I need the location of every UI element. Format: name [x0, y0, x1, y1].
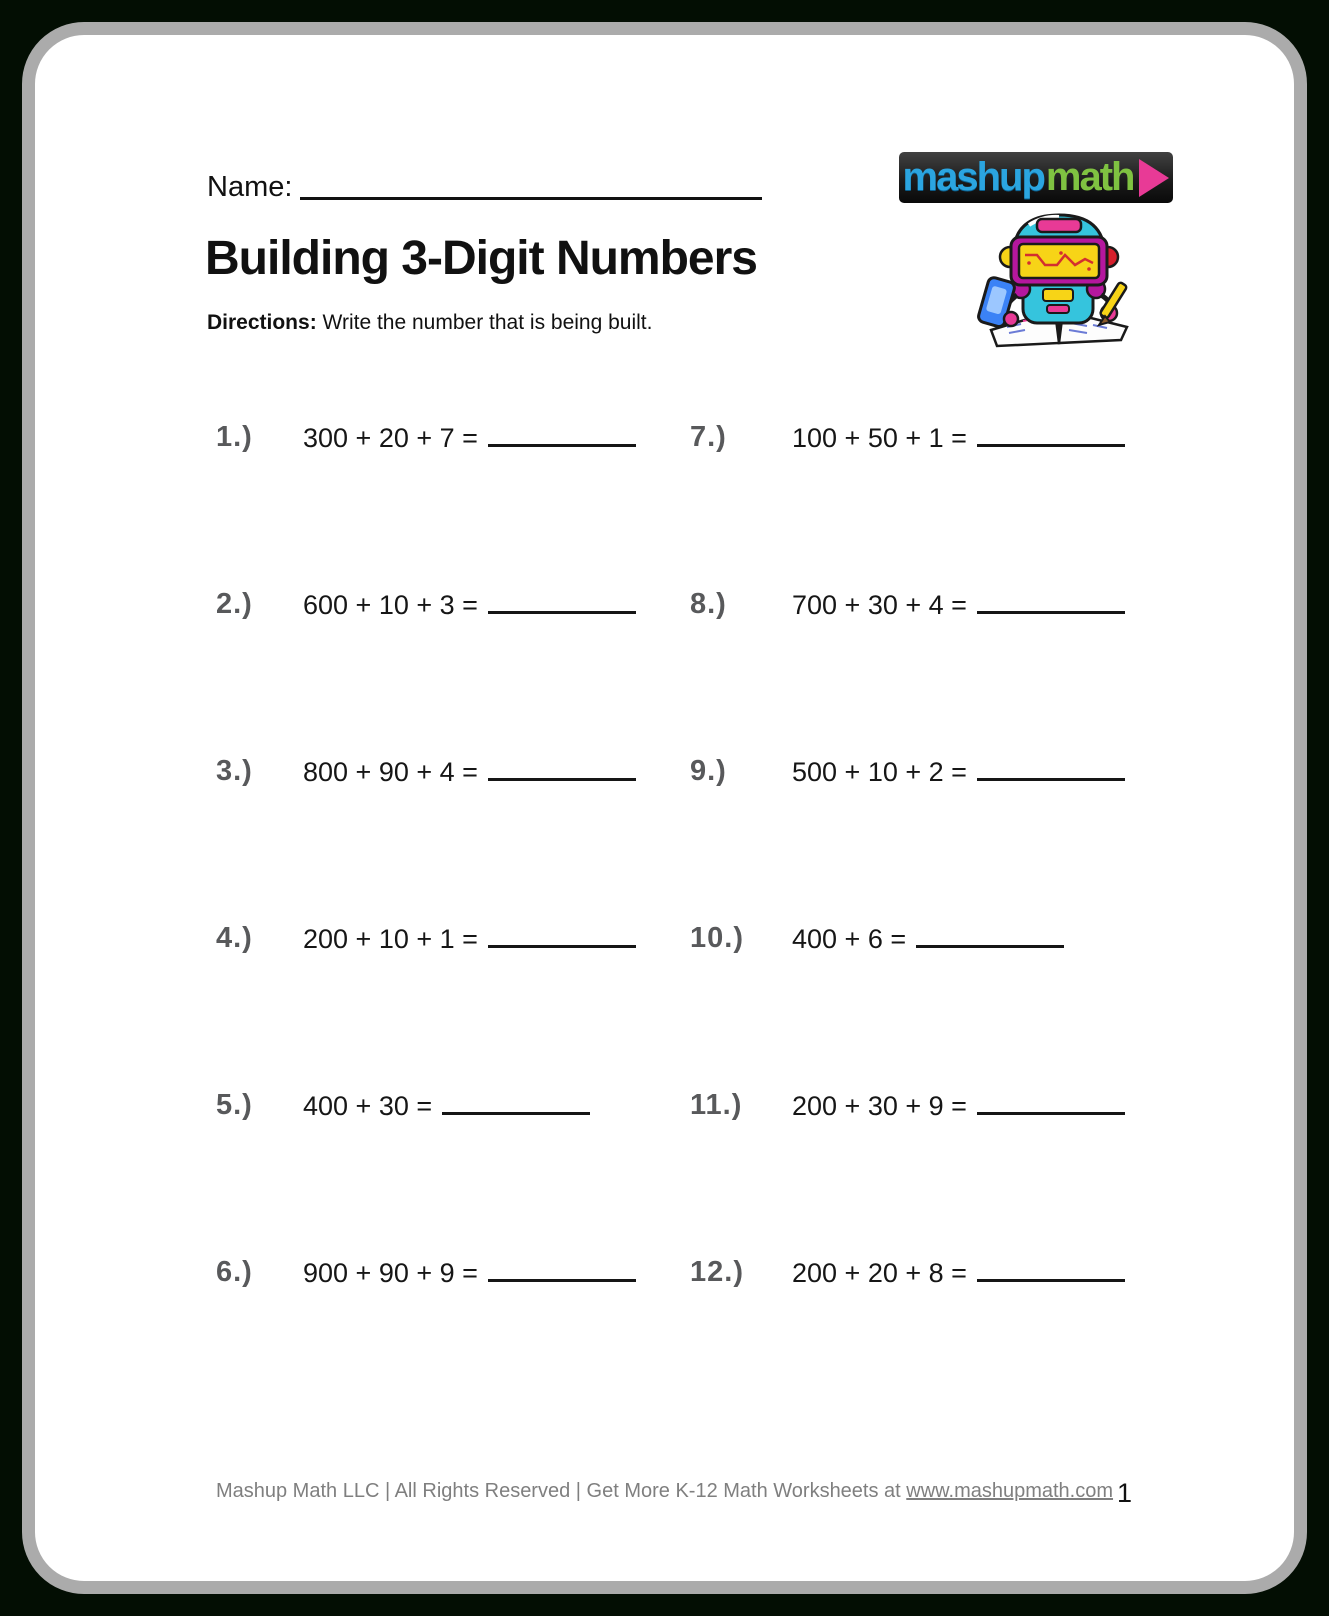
- footer-link[interactable]: www.mashupmath.com: [906, 1480, 1114, 1502]
- name-blank-line[interactable]: [300, 193, 762, 200]
- problem-expression: 100 + 50 + 1 =: [792, 423, 1125, 454]
- answer-blank[interactable]: [488, 1273, 636, 1282]
- problem-number: 10.): [690, 922, 744, 954]
- problem-expression: 800 + 90 + 4 =: [303, 757, 636, 788]
- problem-number: 4.): [216, 922, 253, 954]
- problem-number: 6.): [216, 1256, 253, 1288]
- page-number: 1: [1116, 1478, 1132, 1508]
- answer-blank[interactable]: [488, 939, 636, 948]
- problem-number: 8.): [690, 588, 727, 620]
- problem-number: 12.): [690, 1256, 744, 1288]
- problem-expression: 200 + 20 + 8 =: [792, 1258, 1125, 1289]
- problem-expression: 500 + 10 + 2 =: [792, 757, 1125, 788]
- problem-number: 1.): [216, 421, 253, 453]
- problem-row: [35, 1075, 1294, 1242]
- directions: [207, 311, 652, 335]
- problem-expression: 200 + 30 + 9 =: [792, 1091, 1125, 1122]
- problem-number: 2.): [216, 588, 253, 620]
- problem-number: 5.): [216, 1089, 253, 1121]
- answer-blank[interactable]: [488, 605, 636, 614]
- problem-expression: 400 + 30 =: [303, 1091, 590, 1122]
- problem-row: [35, 574, 1294, 741]
- answer-blank[interactable]: [916, 939, 1064, 948]
- logo-text-mashup: mashup: [902, 155, 1044, 199]
- answer-blank[interactable]: [977, 1106, 1125, 1115]
- worksheet-page: [22, 22, 1307, 1594]
- answer-blank[interactable]: [488, 772, 636, 781]
- problem-number: 9.): [690, 755, 727, 787]
- directions-text: Write the number that is being built.: [316, 311, 653, 334]
- footer: [35, 1480, 1294, 1503]
- answer-blank[interactable]: [977, 772, 1125, 781]
- robot-illustration: [963, 203, 1155, 353]
- name-row: [207, 171, 762, 204]
- directions-label: Directions:: [207, 311, 317, 334]
- answer-blank[interactable]: [442, 1106, 590, 1115]
- answer-blank[interactable]: [488, 438, 636, 447]
- play-triangle-icon: [1139, 159, 1169, 197]
- problem-number: 3.): [216, 755, 253, 787]
- problem-expression: 300 + 20 + 7 =: [303, 423, 636, 454]
- problem-row: [35, 1242, 1294, 1409]
- problem-row: [35, 741, 1294, 908]
- problem-expression: 600 + 10 + 3 =: [303, 590, 636, 621]
- problem-row: [35, 908, 1294, 1075]
- footer-text: Mashup Math LLC | All Rights Reserved | Get More K-12 Math Worksheets at: [215, 1480, 907, 1502]
- mashupmath-logo: [899, 152, 1173, 203]
- problem-expression: 700 + 30 + 4 =: [792, 590, 1125, 621]
- answer-blank[interactable]: [977, 1273, 1125, 1282]
- logo-text-math: math: [1045, 155, 1134, 199]
- answer-blank[interactable]: [977, 605, 1125, 614]
- problem-expression: 200 + 10 + 1 =: [303, 924, 636, 955]
- answer-blank[interactable]: [977, 438, 1125, 447]
- problem-number: 7.): [690, 421, 727, 453]
- problems-list: [35, 407, 1294, 1409]
- problem-row: [35, 407, 1294, 574]
- page-title: Building 3-Digit Numbers: [205, 232, 757, 285]
- problem-expression: 400 + 6 =: [792, 924, 1064, 955]
- problem-number: 11.): [690, 1089, 743, 1121]
- problem-expression: 900 + 90 + 9 =: [303, 1258, 636, 1289]
- name-label: Name:: [207, 171, 293, 203]
